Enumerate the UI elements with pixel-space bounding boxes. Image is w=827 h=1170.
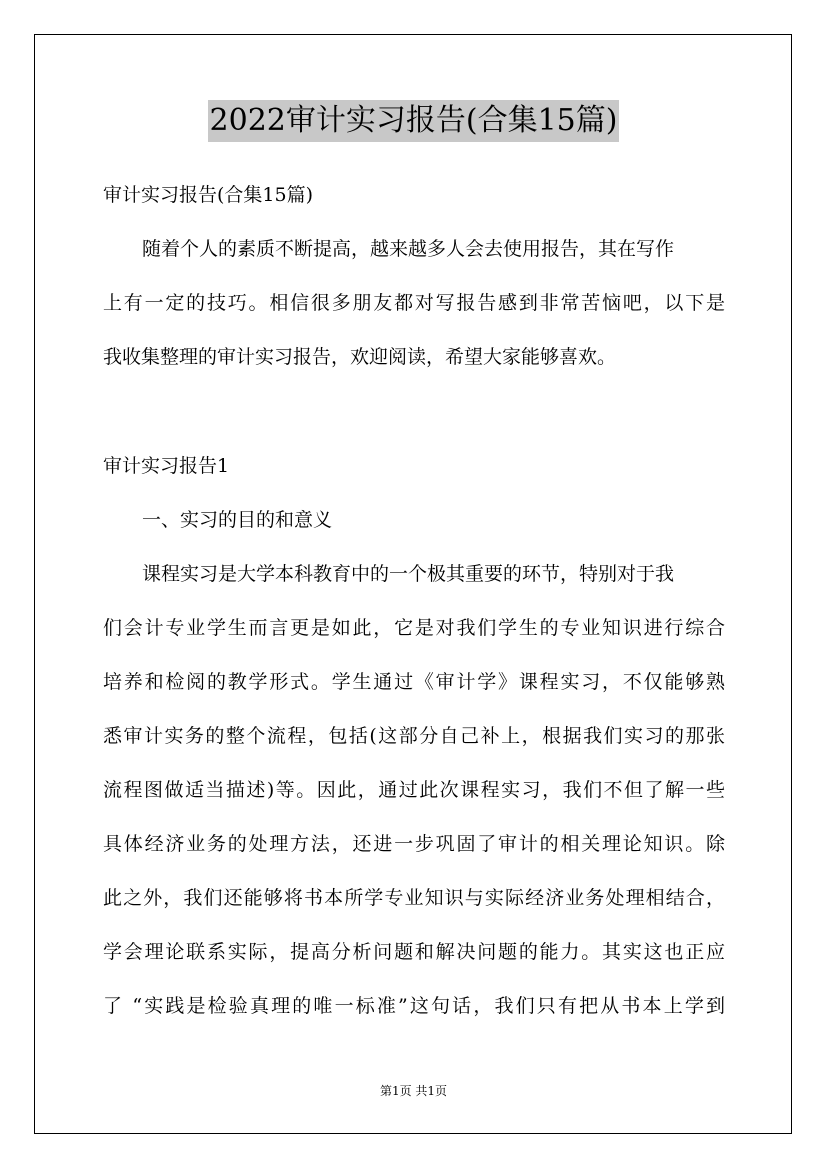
body-line: 了 “实践是检验真理的唯一标准”这句话，我们只有把从书本上学到	[103, 995, 725, 1017]
page-footer: 第1页 共1页	[379, 1084, 448, 1098]
body-line: 流程图做适当描述)等。因此，通过此次课程实习，我们不但了解一些	[103, 779, 725, 801]
intro-line: 随着个人的素质不断提高，越来越多人会去使用报告，其在写作	[142, 238, 675, 260]
document-subtitle: 审计实习报告(合集15篇)	[103, 184, 314, 206]
title-container	[0, 100, 827, 142]
intro-line: 我收集整理的审计实习报告，欢迎阅读，希望大家能够喜欢。	[103, 346, 617, 368]
body-line: 们会计专业学生而言更是如此，它是对我们学生的专业知识进行综合	[103, 617, 725, 639]
body-line: 具体经济业务的处理方法，还进一步巩固了审计的相关理论知识。除	[103, 833, 725, 855]
body-line: 课程实习是大学本科教育中的一个极其重要的环节，特别对于我	[142, 563, 675, 585]
body-line: 悉审计实务的整个流程，包括(这部分自己补上，根据我们实习的那张	[103, 725, 725, 747]
body-line: 学会理论联系实际，提高分析问题和解决问题的能力。其实这也正应	[103, 941, 725, 963]
section-title: 审计实习报告1	[103, 455, 230, 477]
body-line: 培养和检阅的教学形式。学生通过《审计学》课程实习，不仅能够熟	[103, 671, 725, 693]
intro-line: 上有一定的技巧。相信很多朋友都对写报告感到非常苦恼吧，以下是	[103, 292, 725, 314]
document-title: 2022审计实习报告(合集15篇)	[208, 100, 620, 142]
body-line: 此之外，我们还能够将书本所学专业知识与实际经济业务处理相结合，	[103, 887, 725, 909]
section-heading: 一、实习的目的和意义	[142, 509, 333, 531]
